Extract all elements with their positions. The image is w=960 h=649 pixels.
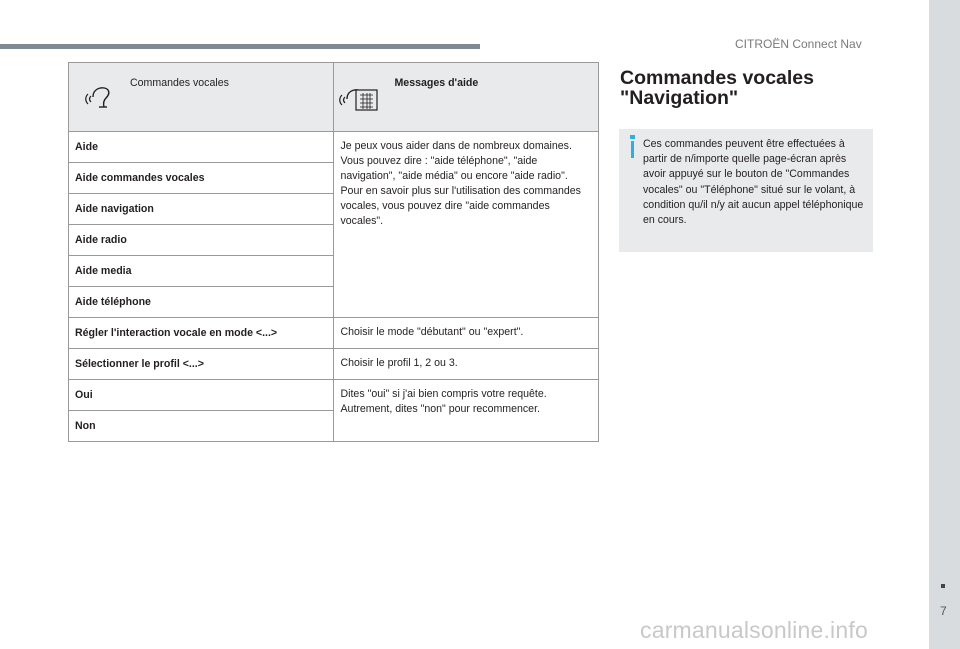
command-cell: Sélectionner le profil <...>: [69, 349, 334, 380]
command-cell: Régler l'interaction vocale en mode <...>: [69, 318, 334, 349]
command-cell: Aide media: [69, 256, 334, 287]
command-cell: Aide téléphone: [69, 287, 334, 318]
table-header-row: [69, 63, 599, 132]
page-number: 7: [940, 604, 947, 618]
header-rule: [0, 44, 480, 49]
command-cell: Aide radio: [69, 225, 334, 256]
voice-command-icon: [83, 77, 117, 116]
continuation-marker: [941, 584, 945, 588]
header-messages-label: Messages d'aide: [394, 77, 479, 89]
command-cell: Aide commandes vocales: [69, 163, 334, 194]
header-commands-label: Commandes vocales: [130, 77, 229, 89]
info-note-text: Ces commandes peuvent être effectuées à partir de n/importe quelle page-écran après avoir appuyé sur le bouton de "Commandes vocales" ou "Téléphone" situé sur le volant, à condition qu/il n/y ait aucun appel téléphonique en cours.: [643, 138, 864, 227]
message-cell: Je peux vous aider dans de nombreux domaines. Vous pouvez dire : "aide téléphone", "aide navigation", "aide média" ou encore "aide radio". Pour en savoir plus sur l'utilisation des commandes vocales, vous pouvez dire "aide commandes vocales".: [334, 132, 599, 318]
table-row: [69, 380, 599, 411]
command-cell: Non: [69, 411, 334, 442]
voice-help-message-icon: [339, 77, 385, 118]
command-cell: Oui: [69, 380, 334, 411]
manual-title: CITROËN Connect Nav: [735, 37, 862, 51]
info-note: [619, 129, 873, 252]
info-icon: [631, 141, 634, 158]
watermark: carmanualsonline.info: [640, 617, 868, 643]
page-edge-strip: [929, 0, 960, 649]
command-cell: Aide: [69, 132, 334, 163]
table-row: [69, 349, 599, 380]
table-header-commands: [69, 63, 334, 132]
voice-commands-table: [68, 62, 599, 442]
table-header-messages: [334, 63, 599, 132]
message-cell: Dites "oui" si j'ai bien compris votre requête. Autrement, dites "non" pour recommencer.: [334, 380, 599, 442]
section-title: Commandes vocales "Navigation": [620, 67, 815, 109]
message-cell: Choisir le profil 1, 2 ou 3.: [334, 349, 599, 380]
message-cell: Choisir le mode "débutant" ou "expert".: [334, 318, 599, 349]
table-row: [69, 318, 599, 349]
table-row: [69, 132, 599, 163]
command-cell: Aide navigation: [69, 194, 334, 225]
